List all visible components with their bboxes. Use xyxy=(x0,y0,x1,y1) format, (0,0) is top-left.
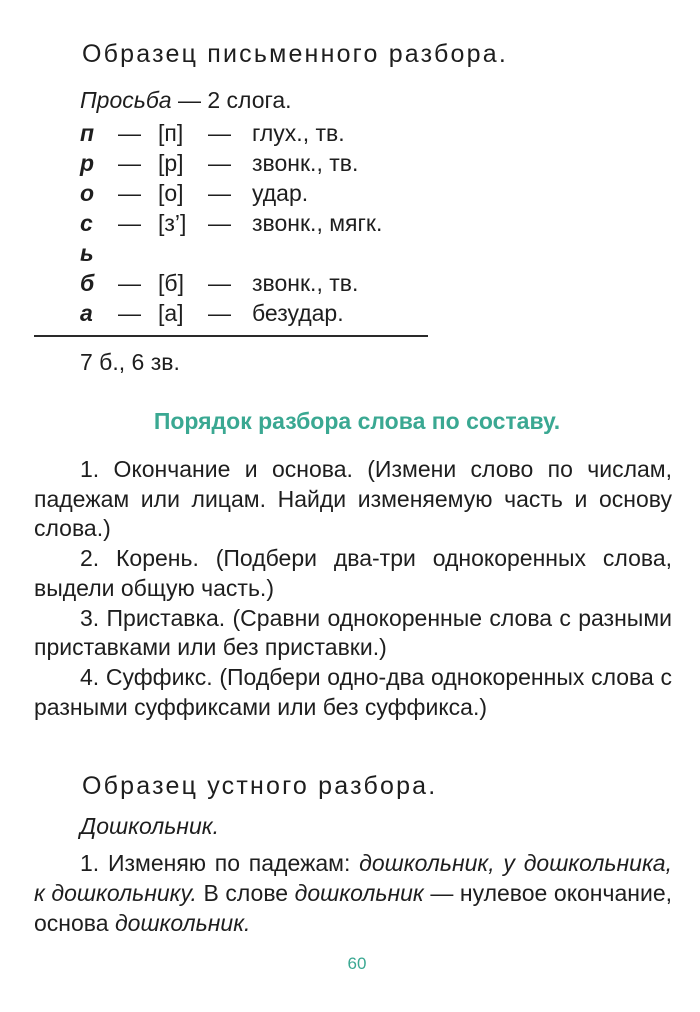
page-number: 60 xyxy=(347,954,367,973)
analysis-dash: — xyxy=(208,120,231,146)
morpheme-analysis-steps xyxy=(34,455,672,722)
analysis-description: глух., тв. xyxy=(252,120,345,146)
written-sample-word-line xyxy=(80,87,292,114)
analysis-letter: ь xyxy=(80,240,94,266)
step-paragraph: 1. Окончание и основа. (Измени слово по числам, падежам или лицам. Найди изменяемую часть и основу слова.) xyxy=(34,456,672,542)
analysis-sound: [о] xyxy=(158,180,184,206)
step-paragraph: 3. Приставка. (Сравни однокоренные слова с разными приставками или без приставки.) xyxy=(34,604,672,661)
analysis-dash: — xyxy=(208,150,231,176)
analysis-description: звонк., тв. xyxy=(252,270,359,296)
oral-step-mid: В слове xyxy=(203,880,289,906)
analysis-description: звонк., тв. xyxy=(252,150,359,176)
analysis-letter: п xyxy=(80,120,95,146)
oral-step-stem: дошкольник. xyxy=(114,910,251,936)
analysis-dash: — xyxy=(118,270,141,296)
analysis-description: удар. xyxy=(252,180,309,206)
oral-step-tail: — нулевое окончание, основа xyxy=(34,880,673,936)
analysis-sound: [п] xyxy=(158,120,184,146)
section-heading: Порядок разбора слова по составу. xyxy=(153,408,561,434)
syllable-count: — 2 слога. xyxy=(177,87,292,113)
oral-step-paragraph xyxy=(34,848,672,938)
analysis-dash: — xyxy=(118,210,141,236)
oral-step-lead: 1. Изменяю по падежам: xyxy=(80,850,351,876)
analysis-letter: б xyxy=(80,270,95,296)
analysis-description: звонк., мягк. xyxy=(252,210,383,236)
oral-sample-text xyxy=(34,848,672,938)
analysis-dash: — xyxy=(118,300,141,326)
analysis-dash: — xyxy=(208,210,231,236)
analysis-sound: [р] xyxy=(158,150,184,176)
written-sample-title: Образец письменного разбора. xyxy=(82,40,508,68)
analysis-letter: с xyxy=(80,210,93,236)
sample-word: Просьба xyxy=(80,87,172,113)
analysis-sound: [б] xyxy=(158,270,184,296)
analysis-dash: — xyxy=(208,180,231,206)
analysis-sound: [з’] xyxy=(158,210,187,236)
oral-sample-title: Образец устного разбора. xyxy=(82,772,438,800)
analysis-sound: [а] xyxy=(158,300,184,326)
analysis-dash: — xyxy=(118,120,141,146)
analysis-dash: — xyxy=(208,270,231,296)
oral-sample-word: Дошкольник. xyxy=(80,813,219,839)
analysis-description: безудар. xyxy=(252,300,344,326)
analysis-letter: р xyxy=(80,150,95,176)
analysis-dash: — xyxy=(118,150,141,176)
oral-step-forms: дошкольник, у дошкольника, к дошкольнику. xyxy=(34,850,672,906)
analysis-letter: а xyxy=(80,300,93,326)
analysis-dash: — xyxy=(118,180,141,206)
step-paragraph: 2. Корень. (Подбери два-три однокоренных слова, выдели общую часть.) xyxy=(34,545,672,601)
letters-sounds-summary: 7 б., 6 зв. xyxy=(80,349,180,375)
analysis-letter: о xyxy=(80,180,95,206)
step-paragraph: 4. Суффикс. (Подбери одно-два однокоренных слова с разными суффиксами или без суффикса.) xyxy=(34,663,672,720)
analysis-dash: — xyxy=(208,300,231,326)
summary-divider xyxy=(34,335,428,337)
oral-step-word: дошкольник xyxy=(294,880,424,906)
